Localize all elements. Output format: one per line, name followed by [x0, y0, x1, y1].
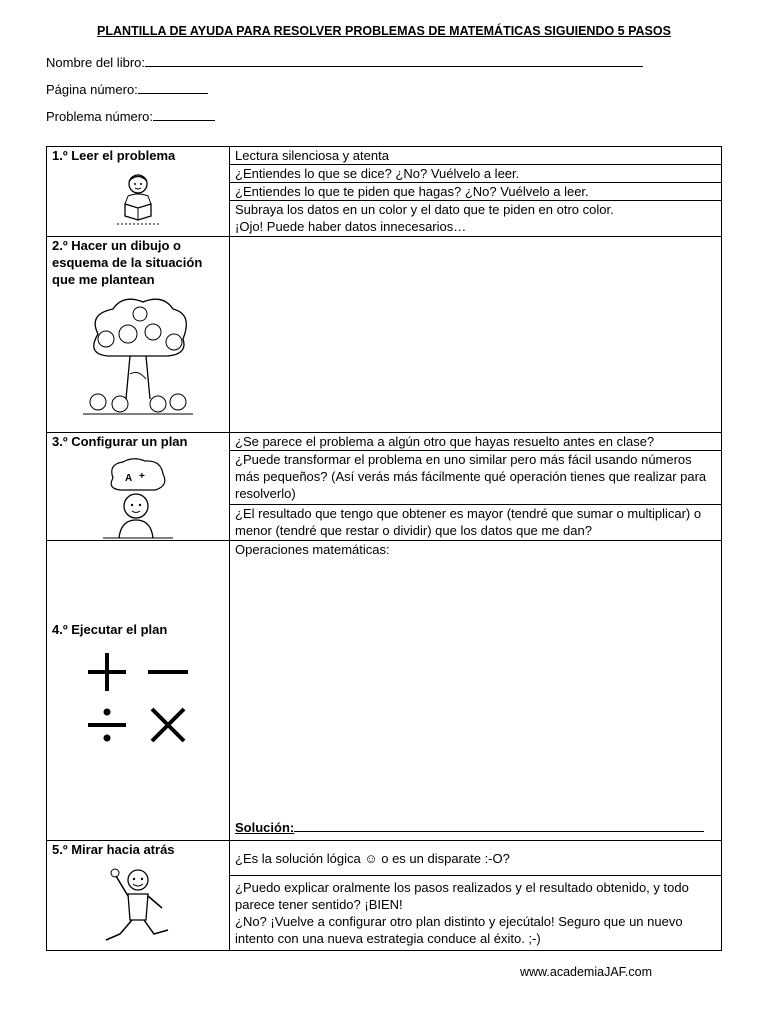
solution-label: Solución:: [235, 820, 295, 835]
step-1-item-2: ¿Entiendes lo que se dice? ¿No? Vuélvelo a leer.: [230, 165, 722, 183]
book-name-label: Nombre del libro:: [46, 55, 145, 70]
math-operations-icon: [78, 650, 198, 750]
step-1-cell: [47, 147, 230, 237]
step-5-item-2-line-2: ¿No? ¡Vuelve a configurar otro plan distinto y ejecútalo! Seguro que un nuevo intento con una nueva estrategia conduce al éxito. ;-): [235, 914, 683, 947]
book-name-field: [46, 54, 643, 70]
step-3-item-1: ¿Se parece el problema a algún otro que hayas resuelto antes en clase?: [230, 433, 722, 451]
step-4-label: 4.º Ejecutar el plan: [52, 622, 168, 637]
plus-icon: [88, 653, 126, 691]
step-3-cell: [47, 433, 230, 541]
solution-line[interactable]: [294, 819, 704, 832]
step-1-item-1: Lectura silenciosa y atenta: [230, 147, 722, 165]
divide-icon: [88, 709, 126, 742]
operations-label: Operaciones matemáticas:: [235, 542, 390, 557]
step-1-label: 1.º Leer el problema: [52, 148, 176, 163]
running-boy-icon: [98, 864, 178, 950]
step-5-item-1: ¿Es la solución lógica ☺ o es un disparate :-O?: [230, 841, 722, 876]
step-2-label: 2.º Hacer un dibujo o esquema de la situación que me plantean: [52, 238, 203, 287]
reading-boy-icon: [113, 170, 163, 226]
problem-number-field: [46, 108, 215, 124]
step-4-work-area[interactable]: [230, 541, 722, 841]
footer-url: www.academiaJAF.com: [520, 965, 652, 979]
step-1-item-4-line-2: ¡Ojo! Puede haber datos innecesarios…: [235, 219, 467, 234]
steps-table: [46, 146, 722, 951]
svg-text:+: +: [139, 471, 145, 482]
page-number-field: [46, 81, 208, 97]
apple-tree-icon: [78, 294, 198, 416]
step-5-item-2-line-1: ¿Puedo explicar oralmente los pasos realizados y el resultado obtenido, y todo parece tener sentido? ¡BIEN!: [235, 880, 689, 913]
step-5-cell: [47, 841, 230, 951]
problem-number-label: Problema número:: [46, 109, 153, 124]
step-1-item-4: [230, 201, 722, 237]
page-number-label: Página número:: [46, 82, 138, 97]
solution-row: [235, 819, 704, 836]
svg-text:A: A: [125, 473, 133, 484]
step-3-label: 3.º Configurar un plan: [52, 434, 188, 449]
page-title: PLANTILLA DE AYUDA PARA RESOLVER PROBLEMAS DE MATEMÁTICAS SIGUIENDO 5 PASOS: [97, 24, 671, 38]
page-number-line: [138, 81, 208, 94]
step-2-drawing-area[interactable]: [230, 237, 722, 433]
step-3-item-2: ¿Puede transformar el problema en uno similar pero más fácil usando números más pequeños? (Así verás más fácilmente qué operación tienes que realizar para resolverlo): [230, 451, 722, 505]
step-3-item-3: ¿El resultado que tengo que obtener es mayor (tendré que sumar o multiplicar) o menor (tendré que restar o dividir) que los datos que me dan?: [230, 505, 722, 541]
step-1-item-3: ¿Entiendes lo que te piden que hagas? ¿No? Vuélvelo a leer.: [230, 183, 722, 201]
book-name-line: [145, 54, 643, 67]
problem-number-line: [153, 108, 215, 121]
thinking-child-icon: [103, 456, 173, 540]
step-5-item-2: [230, 876, 722, 951]
step-2-cell: [47, 237, 230, 433]
step-1-item-4-line-1: Subraya los datos en un color y el dato que te piden en otro color.: [235, 202, 614, 217]
step-4-cell: [47, 541, 230, 841]
step-5-label: 5.º Mirar hacia atrás: [52, 842, 175, 857]
multiply-icon: [152, 709, 184, 741]
